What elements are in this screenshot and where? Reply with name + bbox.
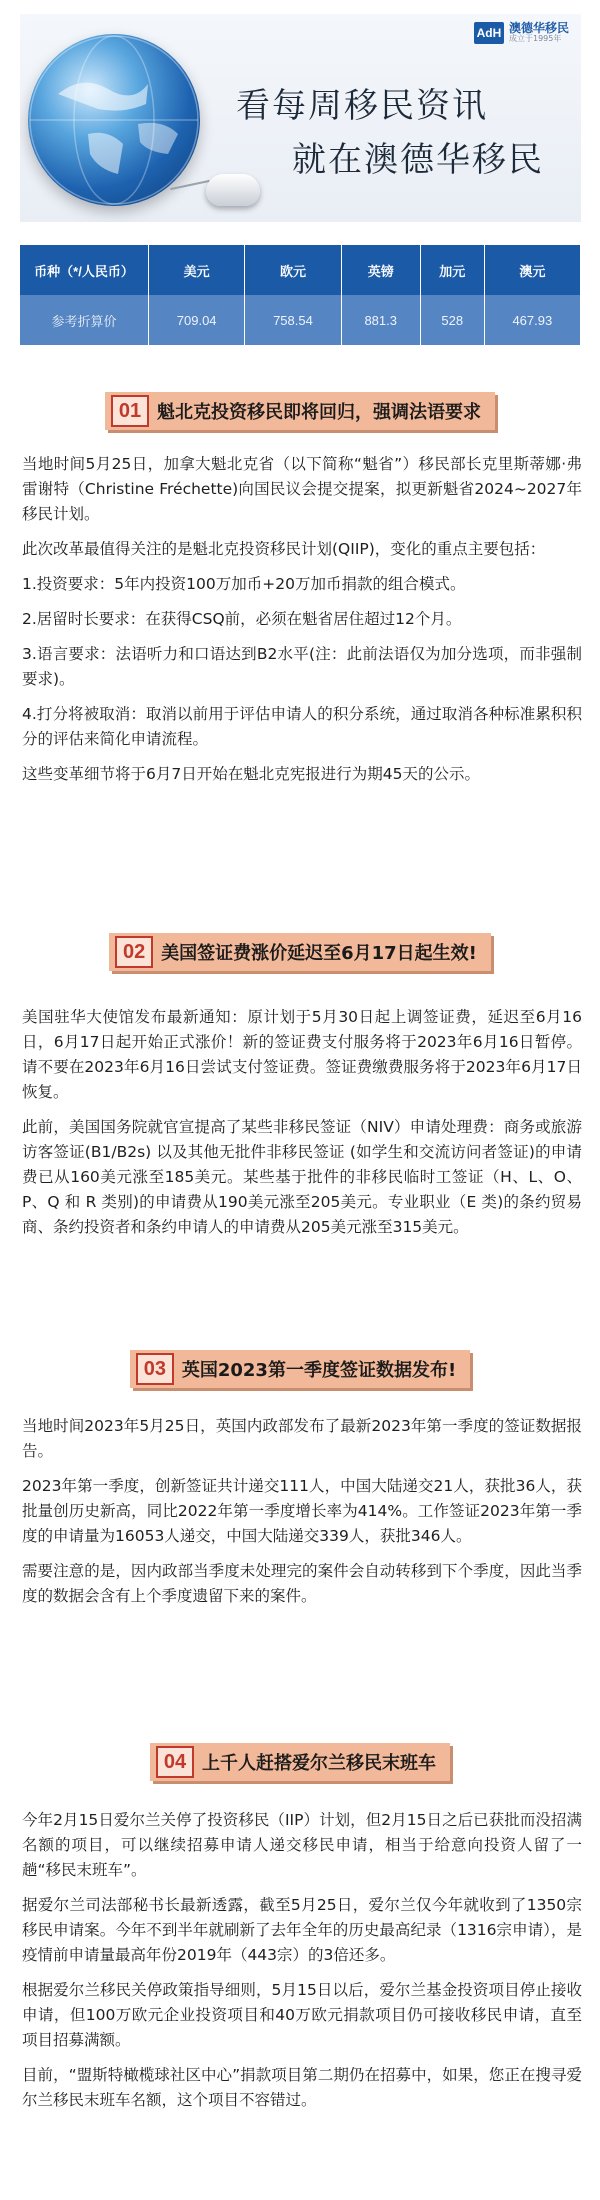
section-03-heading (0, 1350, 600, 1388)
section-number: 04 (156, 1746, 194, 1778)
paragraph: 今年2月15日爱尔兰关停了投资移民（IIP）计划，但2月15日之后已获批而没招满名额的项目，可以继续招募申请人递交移民申请，相当于给意向投资人留了一趟“移民末班车”。 (22, 1811, 582, 1879)
paragraph: 需要注意的是，因内政部当季度未处理完的案件会自动转移到下个季度，因此当季度的数据会含有上个季度遗留下来的案件。 (22, 1562, 582, 1605)
logo-since: 成立于1995年 (508, 34, 562, 44)
banner-headline-1: 看每周移民资讯 (236, 86, 488, 126)
rate-header-cell: 币种（*/人民币） (20, 245, 149, 295)
rate-header-cell: 加元 (420, 245, 484, 295)
rate-header-row (20, 245, 581, 295)
paragraph: 此次改革最值得关注的是魁北克投资移民计划(QIIP)，变化的重点主要包括： (22, 540, 546, 558)
rate-header-cell: 美元 (149, 245, 245, 295)
section-title: 魁北克投资移民即将回归，强调法语要求 (157, 402, 481, 423)
paragraph: 此前，美国国务院就官宣提高了某些非移民签证（NIV）申请处理费：商务或旅游访客签证(B1/B2s) 以及其他无批件非移民签证 (如学生和交流访问者签证)的申请费已从160美元涨至185美元。某些基于批件的非移民临时工签证（H、L、O、P、Q 和 R 类别)的申请费从190美元涨至205美元。专业职业（E 类)的条约贸易商、条约投资者和条约申请人的申请费从205美元涨至315美元。 (22, 1118, 582, 1236)
paragraph: 当地时间2023年5月25日，英国内政部发布了最新2023年第一季度的签证数据报告。 (22, 1417, 582, 1460)
section-03-body (22, 1414, 582, 1619)
section-number: 02 (115, 936, 153, 968)
section-04-heading (0, 1743, 600, 1781)
section-number: 03 (136, 1353, 174, 1385)
paragraph: 根据爱尔兰移民关停政策指导细则，5月15日以后，爱尔兰基金投资项目停止接收申请，但100万欧元企业投资项目和40万欧元捐款项目仍可接收移民申请，直至项目招募满额。 (22, 1981, 582, 2049)
section-title: 美国签证费涨价延迟至6月17日起生效! (161, 943, 477, 964)
paragraph: 1.投资要求：5年内投资100万加币+20万加币捐款的组合模式。 (22, 575, 466, 593)
paragraph: 这些变革细节将于6月7日开始在魁北克宪报进行为期45天的公示。 (22, 765, 480, 783)
brand-logo (474, 22, 569, 44)
rate-value-cell: 467.93 (484, 295, 580, 345)
rate-value-cell: 528 (420, 295, 484, 345)
rate-header-cell: 英镑 (341, 245, 420, 295)
exchange-rate-table (20, 245, 581, 345)
globe-icon (28, 34, 200, 206)
rate-value-row (20, 295, 581, 345)
header-banner (20, 14, 581, 222)
mouse-icon (206, 174, 260, 206)
banner-headline-2: 就在澳德华移民 (292, 140, 544, 180)
paragraph: 美国驻华大使馆发布最新通知：原计划于5月30日起上调签证费，延迟至6月16日，6月17日起开始正式涨价！新的签证费支付服务将于2023年6月16日暂停。请不要在2023年6月16日尝试支付签证费。签证费缴费服务将于2023年6月17日恢复。 (22, 1008, 582, 1101)
section-01-body (22, 452, 582, 797)
section-04-body (22, 1808, 582, 2123)
rate-header-cell: 澳元 (484, 245, 580, 295)
rate-value-cell: 881.3 (341, 295, 420, 345)
paragraph: 3.语言要求：法语听力和口语达到B2水平(注：此前法语仅为加分选项，而非强制要求)。 (22, 645, 582, 688)
section-title: 上千人赶搭爱尔兰移民末班车 (202, 1753, 436, 1774)
paragraph: 2023年第一季度，创新签证共计递交111人，中国大陆递交21人，获批36人，获批量创历史新高，同比2022年第一季度增长率为414%。工作签证2023年第一季度的申请量为16053人递交，中国大陆递交339人，获批346人。 (22, 1477, 582, 1545)
section-title: 英国2023第一季度签证数据发布! (181, 1360, 457, 1381)
rate-value-cell: 709.04 (149, 295, 245, 345)
section-number: 01 (111, 395, 149, 427)
logo-name: 澳德华移民 (508, 21, 569, 35)
rate-value-cell: 758.54 (245, 295, 341, 345)
paragraph: 4.打分将被取消：取消以前用于评估申请人的积分系统，通过取消各种标准累积积分的评估来简化申请流程。 (22, 705, 582, 748)
rate-row-label: 参考折算价 (20, 295, 149, 345)
section-02-body (22, 1005, 582, 1250)
section-01-heading (0, 392, 600, 430)
paragraph: 目前，“盟斯特橄榄球社区中心”捐款项目第二期仍在招募中，如果，您正在搜寻爱尔兰移民末班车名额，这个项目不容错过。 (22, 2066, 582, 2109)
paragraph: 据爱尔兰司法部秘书长最新透露，截至5月25日，爱尔兰仅今年就收到了1350宗移民申请案。今年不到半年就刷新了去年全年的历史最高纪录（1316宗申请），是疫情前申请量最高年份2019年（443宗）的3倍还多。 (22, 1896, 582, 1964)
paragraph: 2.居留时长要求：在获得CSQ前，必须在魁省居住超过12个月。 (22, 610, 462, 628)
paragraph: 当地时间5月25日，加拿大魁北克省（以下简称“魁省”）移民部长克里斯蒂娜·弗雷谢特（Christine Fréchette)向国民议会提交提案，拟更新魁省2024~2027年移民计划。 (22, 455, 582, 523)
logo-mark: AdH (474, 22, 504, 44)
rate-header-cell: 欧元 (245, 245, 341, 295)
section-02-heading (0, 933, 600, 971)
